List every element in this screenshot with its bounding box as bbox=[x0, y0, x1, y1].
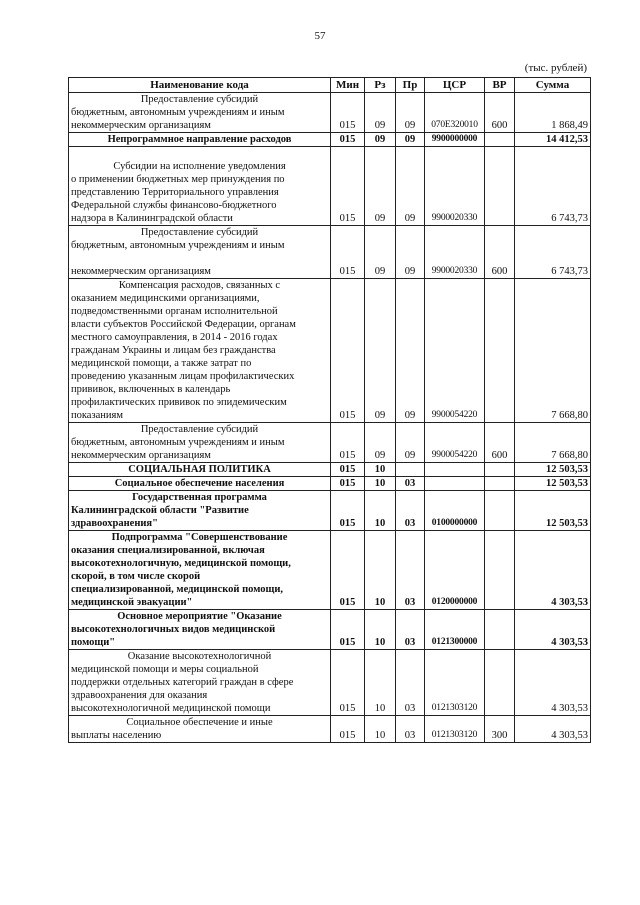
cell-csr: 9900020330 bbox=[425, 147, 485, 226]
cell-pr: 09 bbox=[396, 133, 425, 147]
cell-min: 015 bbox=[331, 133, 365, 147]
cell-sum: 4 303,53 bbox=[515, 531, 591, 610]
table-row bbox=[69, 226, 591, 279]
row-name-line bbox=[71, 147, 328, 160]
header-row bbox=[69, 78, 591, 93]
cell-min: 015 bbox=[331, 226, 365, 279]
cell-sum: 4 303,53 bbox=[515, 610, 591, 650]
row-name-line: Социальное обеспечение и иные bbox=[126, 717, 273, 728]
cell-csr: 0120000000 bbox=[425, 531, 485, 610]
cell-vr bbox=[485, 650, 515, 716]
cell-csr: 0121303120 bbox=[425, 716, 485, 743]
row-name-line: Федеральной службы финансово-бюджетного bbox=[71, 200, 277, 211]
cell-min: 015 bbox=[331, 147, 365, 226]
cell-vr bbox=[485, 531, 515, 610]
budget-table bbox=[68, 77, 591, 743]
cell-vr: 300 bbox=[485, 716, 515, 743]
cell-sum: 12 503,53 bbox=[515, 463, 591, 477]
cell-vr bbox=[485, 477, 515, 491]
table-row bbox=[69, 463, 591, 477]
cell-csr: 0100000000 bbox=[425, 491, 485, 531]
row-name-line: Основное мероприятие "Оказание bbox=[117, 611, 282, 622]
cell-min: 015 bbox=[331, 650, 365, 716]
cell-rz: 09 bbox=[365, 279, 396, 423]
row-name-line: прививок, включенных в календарь bbox=[71, 384, 231, 395]
row-name-line: Подпрограмма "Совершенствование bbox=[111, 532, 288, 543]
row-name-line: СОЦИАЛЬНАЯ ПОЛИТИКА bbox=[128, 464, 271, 475]
cell-pr: 09 bbox=[396, 147, 425, 226]
cell-pr bbox=[396, 463, 425, 477]
row-name-line: бюджетным, автономным учреждениям и иным bbox=[71, 437, 285, 448]
cell-sum: 7 668,80 bbox=[515, 423, 591, 463]
cell-rz: 10 bbox=[365, 650, 396, 716]
cell-sum: 1 868,49 bbox=[515, 93, 591, 133]
cell-min: 015 bbox=[331, 423, 365, 463]
row-name-line: медицинской помощи, а также затрат по bbox=[71, 358, 252, 369]
table-row bbox=[69, 423, 591, 463]
table-row bbox=[69, 610, 591, 650]
cell-sum: 12 503,53 bbox=[515, 491, 591, 531]
row-name-line: Компенсация расходов, связанных с bbox=[118, 280, 281, 291]
row-name-line: подведомственными органам исполнительной bbox=[71, 306, 278, 317]
header-rz: Рз bbox=[365, 78, 396, 93]
cell-sum: 4 303,53 bbox=[515, 650, 591, 716]
cell-min: 015 bbox=[331, 463, 365, 477]
cell-min: 015 bbox=[331, 477, 365, 491]
cell-pr: 09 bbox=[396, 279, 425, 423]
row-name bbox=[69, 531, 331, 610]
cell-pr: 03 bbox=[396, 531, 425, 610]
cell-csr: 9900054220 bbox=[425, 279, 485, 423]
cell-csr: 9900000000 bbox=[425, 133, 485, 147]
row-name-line: оказанием медицинскими организациями, bbox=[71, 293, 260, 304]
row-name-line: Предоставление субсидий bbox=[140, 424, 259, 435]
cell-rz: 09 bbox=[365, 147, 396, 226]
cell-rz: 10 bbox=[365, 531, 396, 610]
cell-sum: 14 412,53 bbox=[515, 133, 591, 147]
cell-pr: 03 bbox=[396, 610, 425, 650]
cell-vr: 600 bbox=[485, 93, 515, 133]
cell-pr: 09 bbox=[396, 226, 425, 279]
row-name-line: скорой, в том числе скорой bbox=[71, 571, 201, 582]
row-name-line: местного самоуправления, в 2014 - 2016 годах bbox=[71, 332, 278, 343]
row-name-line: специализированной, медицинской помощи, bbox=[71, 584, 284, 595]
cell-rz: 10 bbox=[365, 463, 396, 477]
row-name-line: поддержки отдельных категорий граждан в сфере bbox=[71, 677, 294, 688]
row-name-line bbox=[71, 252, 328, 265]
cell-pr: 09 bbox=[396, 423, 425, 463]
cell-rz: 09 bbox=[365, 226, 396, 279]
row-name-line: Калининградской области "Развитие bbox=[71, 505, 249, 516]
cell-rz: 09 bbox=[365, 423, 396, 463]
table-row bbox=[69, 531, 591, 610]
row-name bbox=[69, 133, 331, 147]
row-name-line: помощи" bbox=[71, 637, 116, 648]
row-name-line: некоммерческим организациям bbox=[71, 266, 211, 277]
row-name-line: здравоохранения для оказания bbox=[71, 690, 208, 701]
cell-vr bbox=[485, 279, 515, 423]
table-row bbox=[69, 147, 591, 226]
cell-sum: 4 303,53 bbox=[515, 716, 591, 743]
cell-min: 015 bbox=[331, 491, 365, 531]
row-name bbox=[69, 147, 331, 226]
cell-vr bbox=[485, 491, 515, 531]
row-name-line: о применении бюджетных мер принуждения по bbox=[71, 174, 285, 185]
cell-min: 015 bbox=[331, 716, 365, 743]
row-name bbox=[69, 226, 331, 279]
row-name-line: профилактических прививок по эпидемическим bbox=[71, 397, 287, 408]
row-name-line: высокотехнологичной медицинской помощи bbox=[71, 703, 271, 714]
row-name-line: Предоставление субсидий bbox=[140, 227, 259, 238]
cell-vr bbox=[485, 463, 515, 477]
row-name-line: представлению Территориального управления bbox=[71, 187, 279, 198]
row-name-line: Социальное обеспечение населения bbox=[114, 478, 285, 489]
units-label: (тыс. рублей) bbox=[524, 62, 587, 74]
cell-rz: 10 bbox=[365, 716, 396, 743]
table-row bbox=[69, 93, 591, 133]
row-name bbox=[69, 423, 331, 463]
row-name-line: бюджетным, автономным учреждениям и иным bbox=[71, 240, 285, 251]
cell-rz: 09 bbox=[365, 133, 396, 147]
header-name: Наименование кода bbox=[69, 78, 331, 93]
table-row bbox=[69, 650, 591, 716]
row-name-line: показаниям bbox=[71, 410, 123, 421]
table-row bbox=[69, 133, 591, 147]
row-name-line: медицинской помощи и меры социальной bbox=[71, 664, 259, 675]
row-name-line: оказания специализированной, включая bbox=[71, 545, 265, 556]
row-name bbox=[69, 477, 331, 491]
header-sum: Сумма bbox=[515, 78, 591, 93]
header-csr: ЦСР bbox=[425, 78, 485, 93]
row-name-line: бюджетным, автономным учреждениям и иным bbox=[71, 107, 285, 118]
header-vr: ВР bbox=[485, 78, 515, 93]
row-name bbox=[69, 491, 331, 531]
row-name-line: власти субъектов Российской Федерации, органам bbox=[71, 319, 296, 330]
cell-pr: 09 bbox=[396, 93, 425, 133]
row-name bbox=[69, 610, 331, 650]
row-name bbox=[69, 716, 331, 743]
row-name-line: некоммерческим организациям bbox=[71, 450, 211, 461]
cell-pr: 03 bbox=[396, 716, 425, 743]
cell-sum: 6 743,73 bbox=[515, 147, 591, 226]
header-min: Мин bbox=[331, 78, 365, 93]
cell-rz: 09 bbox=[365, 93, 396, 133]
cell-csr bbox=[425, 463, 485, 477]
row-name-line: Предоставление субсидий bbox=[140, 94, 259, 105]
row-name bbox=[69, 279, 331, 423]
cell-pr: 03 bbox=[396, 477, 425, 491]
row-name-line: выплаты населению bbox=[71, 730, 162, 741]
row-name-line: Субсидии на исполнение уведомления bbox=[113, 161, 286, 172]
cell-min: 015 bbox=[331, 610, 365, 650]
row-name bbox=[69, 463, 331, 477]
row-name-line: проведению указанным лицам профилактических bbox=[71, 371, 295, 382]
row-name-line: гражданам Украины и лицам без гражданства bbox=[71, 345, 276, 356]
cell-pr: 03 bbox=[396, 491, 425, 531]
cell-min: 015 bbox=[331, 279, 365, 423]
header-pr: Пр bbox=[396, 78, 425, 93]
row-name bbox=[69, 93, 331, 133]
cell-rz: 10 bbox=[365, 491, 396, 531]
table-row bbox=[69, 477, 591, 491]
table-row bbox=[69, 716, 591, 743]
row-name-line: медицинской эвакуации" bbox=[71, 597, 193, 608]
cell-vr bbox=[485, 610, 515, 650]
cell-vr: 600 bbox=[485, 423, 515, 463]
cell-sum: 12 503,53 bbox=[515, 477, 591, 491]
page-number: 57 bbox=[314, 30, 326, 42]
row-name-line: здравоохранения" bbox=[71, 518, 158, 529]
cell-sum: 7 668,80 bbox=[515, 279, 591, 423]
cell-sum: 6 743,73 bbox=[515, 226, 591, 279]
cell-vr bbox=[485, 133, 515, 147]
cell-csr: 0121303120 bbox=[425, 650, 485, 716]
row-name-line: Оказание высокотехнологичной bbox=[127, 651, 272, 662]
row-name bbox=[69, 650, 331, 716]
table-row bbox=[69, 279, 591, 423]
cell-csr: 9900020330 bbox=[425, 226, 485, 279]
row-name-line: высокотехнологичную, медицинской помощи, bbox=[71, 558, 291, 569]
row-name-line: Непрограммное направление расходов bbox=[107, 134, 292, 145]
row-name-line: некоммерческим организациям bbox=[71, 120, 211, 131]
row-name-line: Государственная программа bbox=[132, 492, 267, 503]
cell-min: 015 bbox=[331, 93, 365, 133]
cell-rz: 10 bbox=[365, 610, 396, 650]
cell-min: 015 bbox=[331, 531, 365, 610]
cell-csr: 0121300000 bbox=[425, 610, 485, 650]
row-name-line: высокотехнологичных видов медицинской bbox=[71, 624, 276, 635]
table-body bbox=[69, 93, 591, 743]
cell-pr: 03 bbox=[396, 650, 425, 716]
cell-csr bbox=[425, 477, 485, 491]
cell-vr: 600 bbox=[485, 226, 515, 279]
cell-csr: 9900054220 bbox=[425, 423, 485, 463]
table-row bbox=[69, 491, 591, 531]
cell-rz: 10 bbox=[365, 477, 396, 491]
cell-vr bbox=[485, 147, 515, 226]
cell-csr: 070Е320010 bbox=[425, 93, 485, 133]
row-name-line: надзора в Калининградской области bbox=[71, 213, 233, 224]
